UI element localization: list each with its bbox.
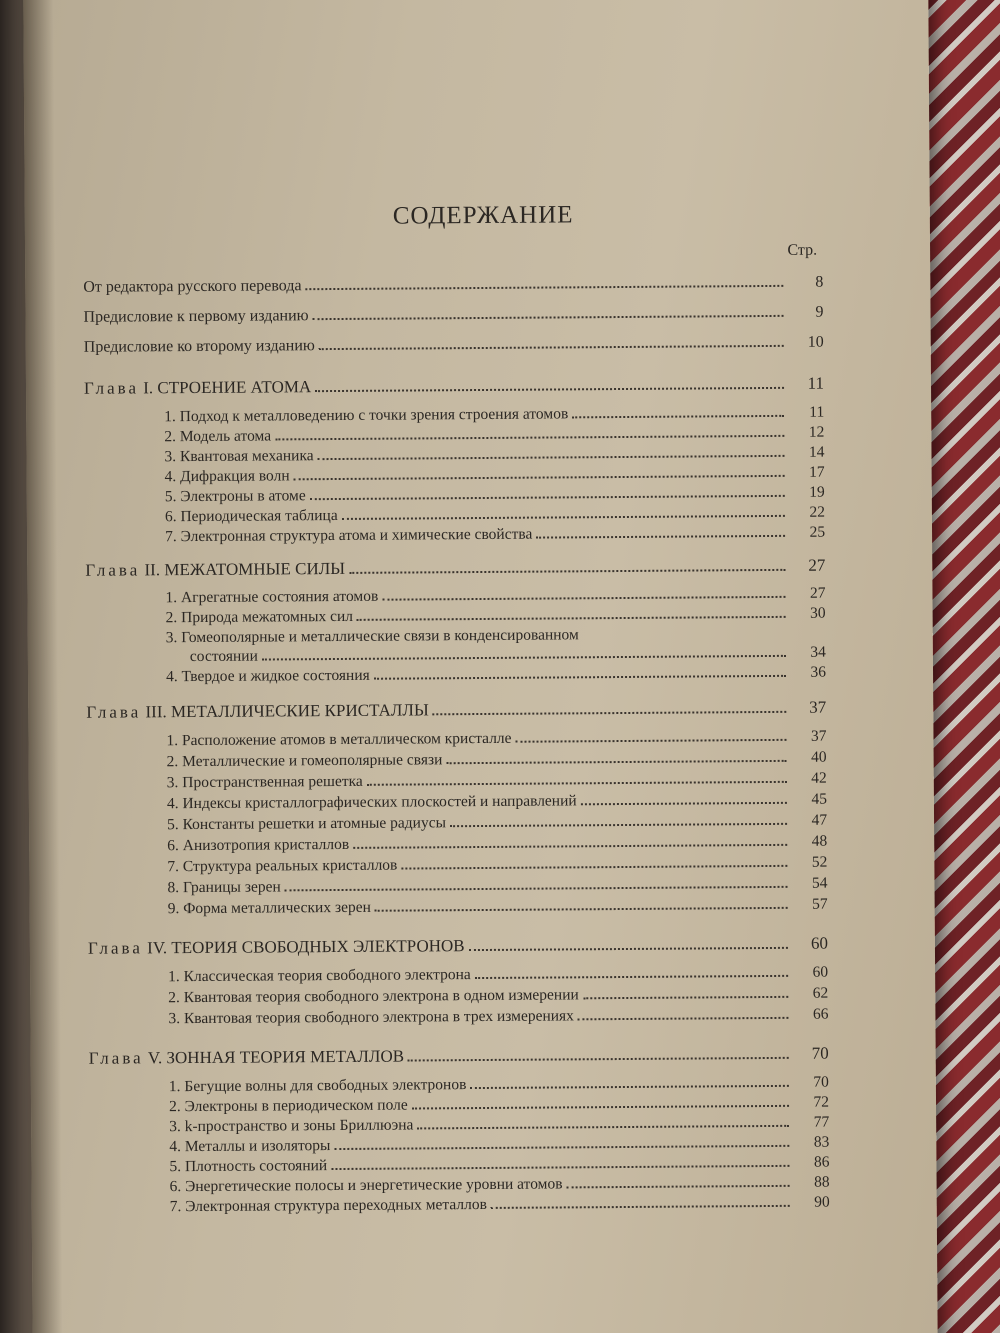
leader-dots xyxy=(433,710,787,715)
toc-section xyxy=(164,404,824,427)
section-label: 4. Твердое и жидкое состояния xyxy=(165,666,370,686)
toc-section xyxy=(170,1174,830,1197)
leader-dots xyxy=(318,454,785,460)
section-page: 27 xyxy=(809,584,826,602)
section-label: 1. Агрегатные состояния атомов xyxy=(165,587,379,607)
chapter-title: II. МЕЖАТОМНЫЕ СИЛЫ xyxy=(144,558,346,580)
section-page: 17 xyxy=(809,463,825,481)
section-label: 4. Дифракция волн xyxy=(164,467,290,486)
section-page: 62 xyxy=(812,984,829,1002)
toc-entry xyxy=(83,274,823,297)
section-page: 22 xyxy=(809,503,825,521)
toc-entry xyxy=(83,304,823,327)
section-label: 1. Расположение атомов в металлическом кристалле xyxy=(166,729,512,750)
section-label: 2. Металлические и гомеополярные связи xyxy=(166,751,443,771)
section-page: 40 xyxy=(811,748,827,766)
toc-section xyxy=(167,833,827,856)
leader-dots xyxy=(353,843,787,849)
leader-dots xyxy=(583,995,789,999)
toc-section xyxy=(164,444,824,467)
book-page xyxy=(23,0,938,1333)
leader-dots xyxy=(450,822,787,827)
entry-label: От редактора русского перевода xyxy=(83,277,302,296)
toc-section xyxy=(167,875,827,898)
chapter-title: V. ЗОННАЯ ТЕОРИЯ МЕТАЛЛОВ xyxy=(147,1046,405,1068)
chapter-label xyxy=(86,700,429,722)
toc-chapter xyxy=(86,698,826,723)
section-label: 3. Квантовая механика xyxy=(164,447,314,466)
leader-dots xyxy=(491,1204,790,1209)
section-label: 1. Бегущие волны для свободных электронов xyxy=(168,1076,467,1096)
leader-dots xyxy=(536,534,785,539)
section-page: 52 xyxy=(811,853,828,871)
leader-dots xyxy=(331,1164,789,1170)
leader-dots xyxy=(516,738,787,743)
chapter-title: III. МЕТАЛЛИЧЕСКИЕ КРИСТАЛЛЫ xyxy=(145,700,429,722)
page-column-label: Стр. xyxy=(787,241,818,259)
leader-dots xyxy=(262,654,786,661)
leader-dots xyxy=(412,1104,789,1110)
section-label: 2. Природа межатомных сил xyxy=(165,607,354,627)
toc-section xyxy=(165,504,825,527)
leader-dots xyxy=(469,946,788,951)
toc-chapter xyxy=(89,1044,829,1069)
leader-dots xyxy=(572,414,784,418)
chapter-prefix: Глава xyxy=(86,702,142,722)
section-page: 90 xyxy=(814,1193,830,1211)
toc-section xyxy=(169,1094,829,1117)
leader-dots xyxy=(334,1144,789,1150)
leader-dots xyxy=(581,801,787,805)
section-page: 86 xyxy=(813,1153,830,1171)
section-page: 14 xyxy=(808,443,825,461)
leader-dots xyxy=(319,344,784,350)
section-page: 57 xyxy=(812,895,828,913)
section-page: 77 xyxy=(813,1113,830,1131)
leader-dots xyxy=(417,1124,789,1130)
leader-dots xyxy=(367,780,787,786)
toc-section xyxy=(165,464,825,487)
chapter-page: 37 xyxy=(809,697,827,717)
chapter-label xyxy=(85,559,345,581)
section-label: 9. Форма металлических зерен xyxy=(167,898,371,918)
chapter-label xyxy=(88,936,465,959)
section-label: 7. Структура реальных кристаллов xyxy=(167,856,398,876)
entry-label: Предисловие ко второму изданию xyxy=(83,337,315,356)
chapter-prefix: Глава xyxy=(87,938,143,958)
toc-chapter xyxy=(85,556,825,581)
toc-section xyxy=(167,854,827,877)
toc-section xyxy=(170,1194,830,1217)
leader-dots xyxy=(315,386,784,392)
leader-dots xyxy=(408,1056,789,1062)
toc-section xyxy=(165,484,825,507)
section-label: 1. Классическая теория свободного электрона xyxy=(168,966,471,986)
section-label: 5. Константы решетки и атомные радиусы xyxy=(167,814,447,834)
section-label: 2. Электроны в периодическом поле xyxy=(168,1096,408,1116)
section-page: 60 xyxy=(812,963,829,981)
section-label: 7. Электронная структура атома и химические свойства xyxy=(165,525,533,546)
section-page: 70 xyxy=(813,1073,829,1091)
toc-section xyxy=(169,1154,829,1177)
section-page: 45 xyxy=(811,790,827,808)
chapter-prefix: Глава xyxy=(83,378,140,398)
chapter-label xyxy=(89,1047,404,1069)
leader-dots xyxy=(470,1084,789,1089)
leader-dots xyxy=(342,514,785,520)
section-page: 30 xyxy=(810,604,826,622)
section-label: 5. Плотность состояний xyxy=(169,1157,328,1176)
chapter-page: 11 xyxy=(807,373,825,393)
section-label: 6. Анизотропия кристаллов xyxy=(167,835,350,855)
leader-dots xyxy=(382,595,785,601)
entry-page: 9 xyxy=(815,303,824,321)
toc-section xyxy=(169,1114,829,1137)
leader-dots xyxy=(475,974,788,979)
leader-dots xyxy=(567,1184,790,1189)
section-page: 47 xyxy=(811,811,828,829)
section-label: 2. Модель атома xyxy=(164,427,272,446)
section-label: 7. Электронная структура переходных металлов xyxy=(169,1195,487,1216)
leader-dots xyxy=(313,314,784,320)
toc-title: СОДЕРЖАНИЕ xyxy=(392,201,574,230)
entry-label: Предисловие к первому изданию xyxy=(83,307,309,326)
leader-dots xyxy=(275,434,784,441)
entry-page: 10 xyxy=(807,333,824,351)
section-page: 11 xyxy=(809,403,825,421)
toc-content xyxy=(81,0,830,1316)
leader-dots xyxy=(349,568,785,574)
toc-chapter xyxy=(88,934,828,959)
chapter-page: 60 xyxy=(810,933,828,953)
toc-section xyxy=(164,424,824,447)
leader-dots xyxy=(375,906,788,912)
section-label: 8. Границы зерен xyxy=(167,878,281,897)
chapter-prefix: Глава xyxy=(85,560,141,580)
section-page: 88 xyxy=(814,1173,830,1191)
toc-section xyxy=(166,728,826,751)
toc-section xyxy=(167,791,827,814)
toc-section xyxy=(167,770,827,793)
toc-section xyxy=(168,1006,828,1029)
section-label: 6. Периодическая таблица xyxy=(164,506,338,526)
toc-section xyxy=(168,985,828,1008)
chapter-label xyxy=(84,377,311,399)
leader-dots xyxy=(578,1016,789,1020)
section-label-continuation: состоянии xyxy=(189,647,258,666)
toc-section-continuation xyxy=(190,644,826,666)
leader-dots xyxy=(401,864,787,870)
section-page: 37 xyxy=(810,727,827,745)
section-label: 5. Электроны в атоме xyxy=(164,487,306,506)
entry-page: 8 xyxy=(815,273,824,291)
section-label: 3. k-пространство и зоны Бриллюэна xyxy=(169,1116,414,1136)
section-page: 48 xyxy=(811,832,828,850)
leader-dots xyxy=(285,885,788,892)
toc-section xyxy=(165,585,825,608)
section-label: 1. Подход к металловедению с точки зрения строения атомов xyxy=(164,405,569,426)
leader-dots xyxy=(294,474,785,480)
toc-section xyxy=(166,605,826,628)
toc-section xyxy=(167,749,827,772)
chapter-page: 70 xyxy=(811,1043,829,1063)
section-page: 19 xyxy=(809,483,825,501)
leader-dots xyxy=(310,494,785,500)
section-page: 36 xyxy=(810,663,827,681)
leader-dots xyxy=(374,674,786,680)
leader-dots xyxy=(306,284,784,290)
chapter-page: 27 xyxy=(808,555,826,575)
toc-section xyxy=(168,964,828,987)
section-label: 2. Квантовая теория свободного электрона в одном измерении xyxy=(168,986,579,1007)
toc-section xyxy=(165,524,825,547)
section-page: 25 xyxy=(809,523,826,541)
section-label: 4. Индексы кристаллографических плоскостей и направлений xyxy=(166,792,577,813)
toc-section xyxy=(168,896,828,919)
toc-section xyxy=(169,1134,829,1157)
section-label: 6. Энергетические полосы и энергетические уровни атомов xyxy=(169,1175,563,1196)
toc-section xyxy=(169,1074,829,1097)
section-page: 66 xyxy=(812,1005,829,1023)
leader-dots xyxy=(357,615,786,621)
toc-section xyxy=(167,812,827,835)
section-label: 4. Металлы и изоляторы xyxy=(169,1137,331,1156)
chapter-prefix: Глава xyxy=(88,1048,144,1068)
toc-chapter xyxy=(84,374,824,399)
chapter-title: I. СТРОЕНИЕ АТОМА xyxy=(143,377,312,398)
section-page: 42 xyxy=(811,769,827,787)
section-page: 83 xyxy=(813,1133,830,1151)
toc-entry xyxy=(84,334,824,357)
chapter-title: IV. ТЕОРИЯ СВОБОДНЫХ ЭЛЕКТРОНОВ xyxy=(147,936,465,958)
section-label: 3. Гомеополярные и металлические связи в конденсированном xyxy=(165,626,579,647)
section-label: 3. Пространственная решетка xyxy=(166,772,363,792)
section-page: 34 xyxy=(810,643,826,661)
section-page: 72 xyxy=(813,1093,830,1111)
toc-section xyxy=(166,664,826,687)
leader-dots xyxy=(446,759,786,764)
section-page: 12 xyxy=(808,423,825,441)
section-page: 54 xyxy=(811,874,828,892)
section-label: 3. Квантовая теория свободного электрона в трех измерениях xyxy=(168,1007,574,1028)
